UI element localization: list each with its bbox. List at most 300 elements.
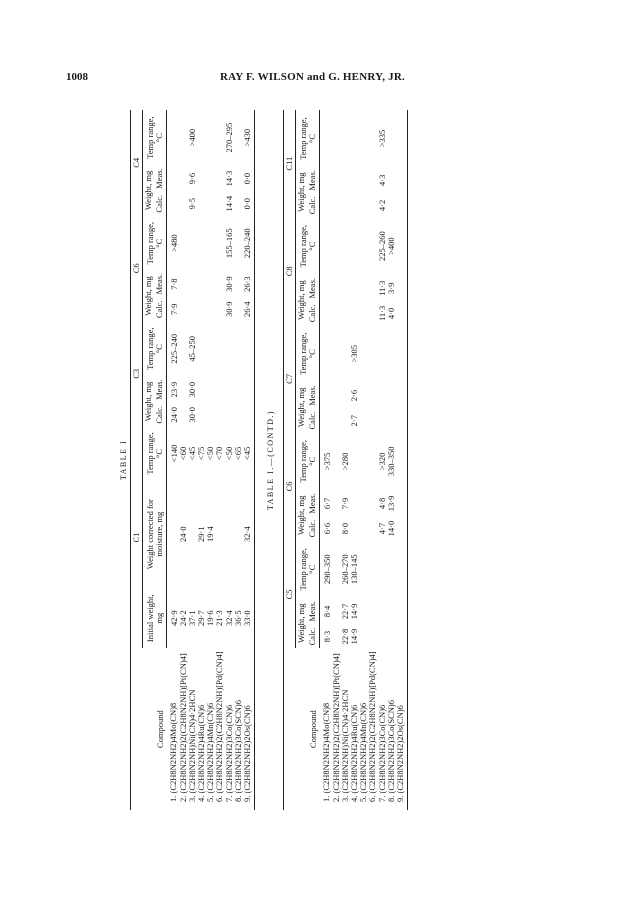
- row-number: 2.: [330, 795, 341, 802]
- value-cell: [359, 110, 368, 167]
- value-cell: [350, 275, 359, 302]
- value-cell: 13·9: [385, 495, 396, 512]
- compound-formula: (C2H8N2NH2)4Mn(CN)6: [358, 702, 369, 794]
- value-cell: [166, 480, 179, 588]
- value-cell: 24·2: [177, 610, 188, 627]
- value-cell: 4·8: [376, 497, 387, 510]
- value-cell: <65: [232, 446, 243, 461]
- value-cell: [378, 325, 387, 382]
- value-cell: [368, 382, 377, 409]
- value-cell: [396, 382, 408, 409]
- col-calc: Calc.: [307, 625, 319, 649]
- value-cell: >480: [168, 234, 179, 252]
- col-temp-range: Temp range, °C: [296, 110, 319, 167]
- value-cell: 14·9: [349, 628, 360, 645]
- rotated-tables: [118, 110, 608, 810]
- value-cell: [378, 625, 387, 649]
- value-cell: 21·3: [214, 610, 225, 627]
- compound-formula: (C2H8N2NH)Ni(CN)4·2HCN: [186, 689, 197, 794]
- value-cell: [243, 321, 255, 376]
- value-cell: 9·5: [186, 198, 197, 210]
- compound-formula: (C2H8N2NH2)3Co(CN)6: [376, 704, 387, 794]
- value-cell: [319, 325, 332, 382]
- value-cell: 22·8: [339, 628, 350, 645]
- value-cell: [197, 165, 206, 192]
- value-cell: [197, 403, 206, 427]
- value-cell: [396, 517, 408, 541]
- value-cell: >375: [321, 452, 332, 471]
- value-cell: [166, 110, 179, 165]
- value-cell: >400: [186, 128, 197, 147]
- value-cell: 8·4: [321, 605, 332, 618]
- table1-group-header: C4: [131, 110, 143, 216]
- value-cell: 29·1: [196, 526, 207, 542]
- col-calc: Calc.: [154, 192, 166, 216]
- value-cell: [206, 403, 215, 427]
- col-weight: Weight, mg: [296, 495, 307, 536]
- value-cell: [197, 321, 206, 376]
- value-cell: [350, 110, 359, 167]
- value-cell: [319, 302, 332, 326]
- value-cell: [387, 194, 396, 218]
- value-cell: [387, 625, 396, 649]
- value-cell: 4·2: [376, 199, 387, 212]
- value-cell: [179, 216, 188, 271]
- value-cell: 3·9: [385, 282, 396, 294]
- col-meas: Meas.: [307, 490, 319, 517]
- value-cell: [206, 192, 215, 216]
- compound-formula: (C2H8N2NH2)2(C2H8N2NH)[Pt(CN)4]: [330, 653, 341, 794]
- value-cell: [368, 409, 377, 433]
- value-cell: [197, 110, 206, 165]
- value-cell: [225, 321, 234, 376]
- value-cell: 26·3: [243, 271, 255, 298]
- value-cell: [396, 194, 408, 218]
- value-cell: 6·7: [321, 497, 332, 510]
- value-cell: [350, 217, 359, 275]
- value-cell: [206, 271, 215, 298]
- value-cell: [396, 432, 408, 490]
- value-cell: 33·0: [243, 588, 255, 648]
- value-cell: 37·1: [186, 610, 197, 627]
- value-cell: <70: [214, 446, 225, 461]
- compound-formula: (C2H8N2NH2)4Ru(CN)6: [196, 704, 207, 794]
- value-cell: [197, 297, 206, 321]
- table2-group-header: C7: [284, 325, 296, 432]
- value-cell: <45: [186, 446, 197, 461]
- value-cell: [206, 297, 215, 321]
- value-cell: [341, 167, 350, 194]
- value-cell: <140: [168, 444, 179, 463]
- value-cell: [368, 598, 377, 625]
- table2-group-header: C6: [284, 432, 296, 540]
- value-cell: 2·7: [349, 414, 360, 427]
- col-meas: Meas.: [307, 598, 319, 625]
- compound-formula: (C2H8N2NH2)4Mn(CN)6: [205, 702, 216, 794]
- value-cell: [206, 321, 215, 376]
- value-cell: <50: [205, 446, 216, 461]
- value-cell: 0·0: [243, 165, 255, 192]
- value-cell: [319, 217, 332, 275]
- value-cell: [341, 275, 350, 302]
- compound-cell: [243, 648, 255, 810]
- value-cell: 19·4: [205, 526, 216, 542]
- value-cell: [359, 598, 368, 625]
- value-cell: [225, 403, 234, 427]
- value-cell: [188, 216, 197, 271]
- value-cell: [243, 403, 255, 427]
- value-cell: <75: [196, 446, 207, 461]
- value-cell: [179, 297, 188, 321]
- col-temp-range: Temp range, °C: [296, 540, 319, 598]
- col-meas: Meas.: [307, 167, 319, 194]
- value-cell: 260–270: [339, 554, 350, 585]
- compound-formula: (C2H8N2NH2)2Os(CN)6: [241, 705, 252, 794]
- value-cell: [359, 167, 368, 194]
- value-cell: 225–260: [376, 231, 387, 262]
- col-temp-range: Temp range, °C: [143, 216, 166, 271]
- value-cell: [332, 167, 341, 194]
- value-cell: 290–350: [321, 554, 332, 585]
- value-cell: <50: [223, 446, 234, 461]
- value-cell: [396, 540, 408, 598]
- value-cell: >320: [376, 452, 387, 471]
- col-calc: Calc.: [307, 194, 319, 218]
- value-cell: 8·3: [321, 630, 332, 643]
- col-weight-corrected: Weight corrected for moisture, mg: [143, 480, 166, 588]
- value-cell: [215, 321, 224, 376]
- row-number: 6.: [367, 795, 378, 802]
- col-weight: Weight, mg: [143, 170, 154, 211]
- value-cell: >400: [385, 237, 396, 255]
- table1-group-header: C3: [131, 321, 143, 427]
- row-number: 7.: [376, 795, 387, 802]
- row-number: 3.: [339, 795, 350, 802]
- value-cell: [234, 403, 243, 427]
- value-cell: [359, 217, 368, 275]
- value-cell: 23·9: [168, 381, 179, 398]
- col-weight: Weight, mg: [296, 387, 307, 428]
- compound-formula: (C2H8N2NH2)2(C2H8N2NH)[Pd(CN)4]: [367, 651, 378, 794]
- value-cell: [206, 110, 215, 165]
- row-number: 9.: [241, 795, 252, 802]
- value-cell: [396, 110, 408, 167]
- value-cell: [215, 480, 224, 588]
- value-cell: [188, 271, 197, 298]
- value-cell: 19·6: [205, 610, 216, 627]
- value-cell: [350, 167, 359, 194]
- value-cell: >305: [349, 344, 360, 363]
- value-cell: [225, 480, 234, 588]
- col-meas: Meas.: [307, 275, 319, 302]
- table2-group-header: C8: [284, 217, 296, 325]
- value-cell: [396, 302, 408, 326]
- row-number: 4.: [349, 795, 360, 802]
- value-cell: 6·6: [321, 522, 332, 535]
- value-cell: [359, 409, 368, 433]
- value-cell: [197, 192, 206, 216]
- table2: [283, 110, 408, 810]
- col-calc: Calc.: [307, 517, 319, 541]
- row-number: 8.: [385, 795, 396, 802]
- value-cell: 30·9: [223, 301, 234, 318]
- value-cell: [396, 167, 408, 194]
- value-cell: 270–295: [223, 122, 234, 153]
- row-number: 5.: [358, 795, 369, 802]
- row-number: 5.: [205, 795, 216, 802]
- running-header-authors: RAY F. WILSON and G. HENRY, JR.: [220, 71, 405, 83]
- value-cell: [368, 625, 377, 649]
- row-number: 3.: [186, 795, 197, 802]
- value-cell: 2·6: [349, 389, 360, 402]
- col-temp-range: Temp range, °C: [143, 321, 166, 376]
- col-meas: Meas.: [307, 382, 319, 409]
- row-number: 1.: [321, 795, 332, 802]
- value-cell: 0·0: [243, 192, 255, 216]
- col-meas: Meas.: [154, 376, 166, 403]
- value-cell: 32·4: [223, 610, 234, 627]
- value-cell: 330–350: [385, 446, 396, 477]
- value-cell: [166, 165, 179, 192]
- value-cell: 29·7: [196, 610, 207, 627]
- table2-group-header: C5: [284, 540, 296, 648]
- value-cell: 36·5: [232, 610, 243, 627]
- value-cell: 42·9: [168, 610, 179, 627]
- row-number: 7.: [223, 795, 234, 802]
- value-cell: [350, 432, 359, 490]
- col-temp-range: Temp range, °C: [296, 325, 319, 382]
- value-cell: [359, 432, 368, 490]
- value-cell: 26·4: [243, 297, 255, 321]
- page-number: 1008: [66, 71, 88, 83]
- value-cell: [206, 165, 215, 192]
- compound-formula: (C2H8N2NH)Ni(CN)4·2HCN: [339, 689, 350, 794]
- table2-body: [319, 110, 408, 810]
- value-cell: [332, 302, 341, 326]
- col-temp-range: Temp range, °C: [296, 217, 319, 275]
- value-cell: [378, 540, 387, 598]
- value-cell: [350, 490, 359, 517]
- col-weight: Weight, mg: [143, 276, 154, 316]
- value-cell: [350, 302, 359, 326]
- value-cell: 24·0: [177, 526, 188, 542]
- value-cell: [197, 216, 206, 271]
- value-cell: 32·4: [243, 480, 255, 588]
- value-cell: [341, 194, 350, 218]
- value-cell: >280: [339, 452, 350, 471]
- value-cell: [234, 376, 243, 403]
- value-cell: [225, 376, 234, 403]
- value-cell: [332, 217, 341, 275]
- col-initial-weight: Initial weight, mg: [143, 588, 166, 648]
- row-number: 9.: [394, 795, 405, 802]
- value-cell: [332, 382, 341, 409]
- value-cell: 30·0: [186, 381, 197, 398]
- value-cell: [332, 275, 341, 302]
- value-cell: 155–165: [223, 228, 234, 259]
- value-cell: [396, 598, 408, 625]
- col-meas: Meas.: [154, 271, 166, 298]
- value-cell: 14·0: [385, 520, 396, 537]
- value-cell: 22·7: [339, 603, 350, 620]
- value-cell: [359, 325, 368, 382]
- value-cell: 220–240: [243, 216, 255, 271]
- table1-body: [166, 110, 255, 810]
- row-number: 4.: [196, 795, 207, 802]
- col-calc: Calc.: [154, 297, 166, 321]
- value-cell: [396, 409, 408, 433]
- value-cell: 24·0: [168, 406, 179, 423]
- value-cell: [332, 409, 341, 433]
- compound-formula: (C2H8N2NH2)4Mo(CN)8: [321, 702, 332, 794]
- value-cell: [197, 376, 206, 403]
- table-row: [243, 110, 255, 810]
- value-cell: 4·0: [385, 307, 396, 320]
- value-cell: 130–145: [349, 554, 360, 585]
- value-cell: <60: [177, 446, 188, 461]
- value-cell: [359, 490, 368, 517]
- value-cell: 45–250: [186, 335, 197, 362]
- table2-compound-header: Compound: [284, 648, 320, 810]
- value-cell: [368, 325, 377, 382]
- value-cell: [396, 217, 408, 275]
- value-cell: [387, 167, 396, 194]
- value-cell: 30·9: [223, 276, 234, 292]
- col-weight: Weight, mg: [143, 381, 154, 422]
- table1-group-header: C1: [131, 427, 143, 649]
- compound-formula: (C2H8N2NH2)3Co(SCN)6: [232, 700, 243, 794]
- table1-caption: TABLE I: [119, 439, 128, 481]
- col-temp-range: Temp range, °C: [143, 427, 166, 481]
- col-calc: Calc.: [307, 302, 319, 326]
- value-cell: [332, 325, 341, 382]
- value-cell: 7·9: [339, 497, 350, 510]
- compound-formula: (C2H8N2NH2)4Ru(CN)6: [349, 704, 360, 794]
- value-cell: [387, 325, 396, 382]
- value-cell: [319, 382, 332, 409]
- value-cell: [359, 625, 368, 649]
- value-cell: 7·8: [168, 278, 179, 290]
- value-cell: [350, 517, 359, 541]
- value-cell: 7·9: [168, 303, 179, 315]
- compound-formula: (C2H8N2NH2)2(C2H8N2NH)[Pt(CN)4]: [177, 653, 188, 794]
- value-cell: >335: [376, 129, 387, 148]
- table-row: [396, 110, 408, 810]
- value-cell: [179, 271, 188, 298]
- table2-caption: TABLE I.—(CONTD.): [266, 409, 276, 511]
- value-cell: [319, 167, 332, 194]
- value-cell: <45: [243, 427, 255, 481]
- value-cell: 14·9: [349, 603, 360, 620]
- row-number: 1.: [168, 795, 179, 802]
- value-cell: [359, 517, 368, 541]
- value-cell: [387, 540, 396, 598]
- value-cell: 8·0: [339, 522, 350, 535]
- table1-group-header: C6: [131, 216, 143, 322]
- table1-compound-header: Compound: [131, 648, 167, 810]
- value-cell: [319, 275, 332, 302]
- compound-formula: (C2H8N2NH2)4Mo(CN)8: [168, 702, 179, 794]
- compound-cell: [396, 648, 408, 810]
- col-weight: Weight, mg: [296, 172, 307, 212]
- value-cell: [359, 275, 368, 302]
- col-temp-range: Temp range, °C: [296, 432, 319, 490]
- value-cell: 4·7: [376, 522, 387, 535]
- value-cell: [387, 409, 396, 433]
- value-cell: [319, 110, 332, 167]
- value-cell: 11·3: [376, 305, 387, 322]
- value-cell: [350, 194, 359, 218]
- value-cell: [359, 540, 368, 598]
- value-cell: [396, 325, 408, 382]
- value-cell: [378, 409, 387, 433]
- value-cell: [332, 194, 341, 218]
- value-cell: [215, 403, 224, 427]
- value-cell: 9·6: [186, 172, 197, 185]
- compound-formula: (C2H8N2NH2)2Os(CN)6: [394, 705, 405, 794]
- value-cell: [188, 297, 197, 321]
- value-cell: [166, 192, 179, 216]
- value-cell: [197, 271, 206, 298]
- compound-formula: (C2H8N2NH2)3Co(CN)6: [223, 704, 234, 794]
- value-cell: 14·4: [223, 195, 234, 212]
- value-cell: [341, 302, 350, 326]
- row-number: 2.: [177, 795, 188, 802]
- col-weight: Weight, mg: [296, 280, 307, 320]
- table1: [130, 110, 255, 810]
- value-cell: [396, 490, 408, 517]
- value-cell: [215, 376, 224, 403]
- row-number: 8.: [232, 795, 243, 802]
- value-cell: [319, 194, 332, 218]
- value-cell: [359, 302, 368, 326]
- value-cell: [341, 217, 350, 275]
- col-calc: Calc.: [307, 409, 319, 433]
- compound-formula: (C2H8N2NH2)2(C2H8N2NH)[Pd(CN)4]: [214, 651, 225, 794]
- value-cell: 11·3: [376, 280, 387, 296]
- value-cell: [368, 540, 377, 598]
- value-cell: [378, 598, 387, 625]
- value-cell: [243, 376, 255, 403]
- value-cell: 14·3: [223, 170, 234, 187]
- value-cell: [341, 110, 350, 167]
- col-weight: Weight, mg: [296, 603, 307, 643]
- value-cell: [396, 625, 408, 649]
- value-cell: 4·3: [376, 174, 387, 186]
- row-number: 6.: [214, 795, 225, 802]
- value-cell: [359, 382, 368, 409]
- value-cell: [206, 376, 215, 403]
- value-cell: [396, 275, 408, 302]
- table2-group-header: C11: [284, 110, 296, 217]
- value-cell: [387, 382, 396, 409]
- value-cell: [234, 321, 243, 376]
- value-cell: 225–240: [168, 333, 179, 364]
- compound-formula: (C2H8N2NH2)3Co(SCN)6: [385, 700, 396, 794]
- col-calc: Calc.: [154, 403, 166, 427]
- value-cell: 30·0: [186, 406, 197, 423]
- value-cell: >430: [243, 110, 255, 165]
- value-cell: [319, 409, 332, 433]
- value-cell: [387, 110, 396, 167]
- value-cell: [332, 110, 341, 167]
- value-cell: [206, 216, 215, 271]
- value-cell: [378, 382, 387, 409]
- col-temp-range: Temp range, °C: [143, 110, 166, 165]
- col-meas: Meas.: [154, 165, 166, 192]
- value-cell: [359, 194, 368, 218]
- value-cell: [387, 598, 396, 625]
